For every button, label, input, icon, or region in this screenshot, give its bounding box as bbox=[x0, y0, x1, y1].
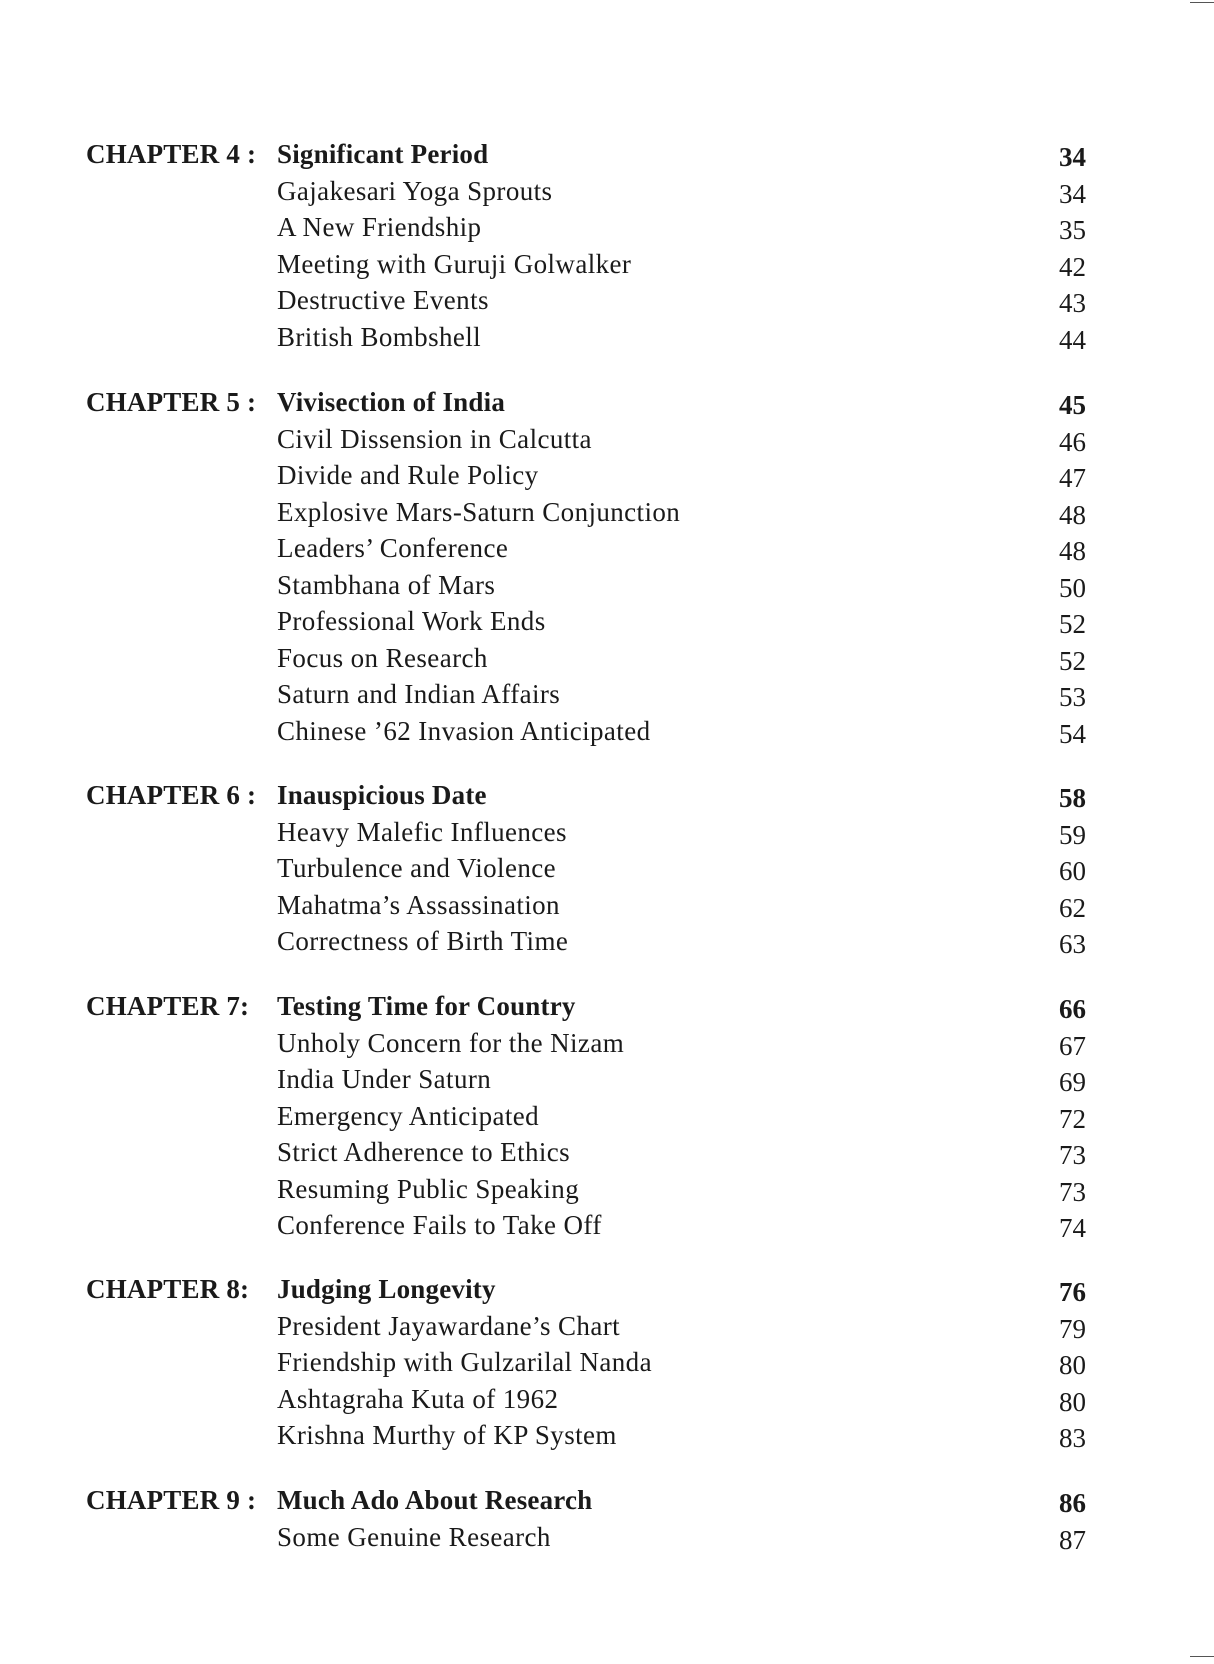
toc-entry-row bbox=[0, 283, 1214, 317]
toc-entry-title: British Bombshell bbox=[277, 321, 482, 352]
toc-entry-title: Mahatma’s Assassination bbox=[277, 889, 560, 920]
toc-entry-title: Conference Fails to Take Off bbox=[277, 1210, 602, 1240]
toc-entry-title: Stambhana of Mars bbox=[277, 569, 496, 600]
chapter-label: CHAPTER 6 : bbox=[86, 780, 257, 810]
toc-entry-page-number: 44 bbox=[1059, 324, 1086, 355]
toc-entry-title: Emergency Anticipated bbox=[277, 1100, 540, 1131]
toc-entry-title: Ashtagraha Kuta of 1962 bbox=[277, 1383, 559, 1414]
page-edge-mark-top bbox=[1190, 2, 1214, 3]
page-edge-mark-bottom bbox=[1190, 1656, 1214, 1657]
toc-entry-page-number: 69 bbox=[1059, 1067, 1086, 1097]
chapter-page-number: 86 bbox=[1059, 1488, 1086, 1518]
toc-entry-row bbox=[0, 1062, 1214, 1096]
toc-entry-title: Strict Adherence to Ethics bbox=[277, 1137, 571, 1167]
toc-entry-row bbox=[0, 1418, 1214, 1452]
toc-entry-row bbox=[0, 714, 1214, 748]
toc-entry-title: Unholy Concern for the Nizam bbox=[277, 1027, 625, 1058]
toc-entry-row bbox=[0, 568, 1214, 602]
toc-entry-page-number: 72 bbox=[1059, 1103, 1086, 1134]
chapter-page-number: 76 bbox=[1059, 1277, 1086, 1307]
toc-entry-page-number: 83 bbox=[1059, 1423, 1086, 1453]
toc-entry-row bbox=[0, 851, 1214, 885]
chapter-title: Significant Period bbox=[277, 139, 489, 169]
toc-entry-title: Krishna Murthy of KP System bbox=[277, 1420, 617, 1450]
chapter-title: Vivisection of India bbox=[277, 387, 506, 417]
toc-entry-page-number: 73 bbox=[1059, 1176, 1086, 1207]
toc-entry-row bbox=[0, 1309, 1214, 1343]
chapter-heading-row bbox=[0, 1272, 1214, 1306]
toc-entry-page-number: 80 bbox=[1059, 1350, 1086, 1380]
toc-entry-title: Resuming Public Speaking bbox=[277, 1173, 580, 1204]
toc-entry-title: Civil Dissension in Calcutta bbox=[277, 423, 592, 454]
chapter-heading-row bbox=[0, 137, 1214, 171]
toc-entry-page-number: 48 bbox=[1059, 536, 1086, 566]
toc-entry-page-number: 73 bbox=[1059, 1140, 1086, 1170]
toc-entry-title: Saturn and Indian Affairs bbox=[277, 679, 561, 709]
toc-entry-title: India Under Saturn bbox=[277, 1064, 492, 1094]
toc-entry-row bbox=[0, 495, 1214, 529]
chapter-page-number: 34 bbox=[1059, 142, 1086, 172]
toc-entry-row bbox=[0, 677, 1214, 711]
toc-entry-row bbox=[0, 1172, 1214, 1206]
toc-entry-row bbox=[0, 1026, 1214, 1060]
chapter-label: CHAPTER 5 : bbox=[86, 387, 257, 417]
toc-entry-page-number: 60 bbox=[1059, 856, 1086, 886]
chapter-label: CHAPTER 4 : bbox=[86, 139, 257, 169]
toc-entry-page-number: 52 bbox=[1059, 645, 1086, 676]
toc-entry-row bbox=[0, 1208, 1214, 1242]
toc-entry-row bbox=[0, 1099, 1214, 1133]
chapter-heading-row bbox=[0, 989, 1214, 1023]
toc-entry-title: Chinese ’62 Invasion Anticipated bbox=[277, 715, 651, 746]
toc-entry-row bbox=[0, 1345, 1214, 1379]
toc-entry-title: Destructive Events bbox=[277, 285, 489, 315]
toc-entry-row bbox=[0, 1382, 1214, 1416]
toc-entry-row bbox=[0, 320, 1214, 354]
chapter-heading-row bbox=[0, 1483, 1214, 1517]
toc-entry-page-number: 50 bbox=[1059, 572, 1086, 603]
toc-entry-page-number: 53 bbox=[1059, 682, 1086, 712]
toc-entry-row bbox=[0, 458, 1214, 492]
toc-entry-page-number: 47 bbox=[1059, 463, 1086, 493]
toc-entry-title: Turbulence and Violence bbox=[277, 853, 557, 883]
toc-entry-row bbox=[0, 604, 1214, 638]
toc-entry-title: President Jayawardane’s Chart bbox=[277, 1310, 620, 1341]
toc-entry-page-number: 46 bbox=[1059, 426, 1086, 457]
chapter-page-number: 58 bbox=[1059, 783, 1086, 813]
chapter-label: CHAPTER 9 : bbox=[86, 1485, 257, 1515]
toc-entry-page-number: 42 bbox=[1059, 251, 1086, 282]
toc-entry-row bbox=[0, 174, 1214, 208]
chapter-heading-row bbox=[0, 385, 1214, 419]
toc-entry-title: Some Genuine Research bbox=[277, 1521, 551, 1552]
toc-entry-page-number: 74 bbox=[1059, 1213, 1086, 1243]
toc-entry-page-number: 87 bbox=[1059, 1524, 1086, 1555]
toc-entry-page-number: 35 bbox=[1059, 215, 1086, 245]
toc-entry-row bbox=[0, 1135, 1214, 1169]
toc-entry-row bbox=[0, 422, 1214, 456]
toc-entry-row bbox=[0, 641, 1214, 675]
toc-entry-row bbox=[0, 924, 1214, 958]
toc-entry-page-number: 48 bbox=[1059, 499, 1086, 530]
chapter-heading-row bbox=[0, 778, 1214, 812]
toc-entry-row bbox=[0, 888, 1214, 922]
toc-entry-row bbox=[0, 1520, 1214, 1554]
toc-entry-page-number: 34 bbox=[1059, 178, 1086, 209]
chapter-title: Much Ado About Research bbox=[277, 1485, 593, 1515]
toc-entry-title: Focus on Research bbox=[277, 642, 488, 673]
chapter-page-number: 45 bbox=[1059, 390, 1086, 420]
toc-entry-row bbox=[0, 815, 1214, 849]
toc-entry-row bbox=[0, 247, 1214, 281]
toc-entry-title: Gajakesari Yoga Sprouts bbox=[277, 175, 553, 206]
toc-entry-row bbox=[0, 531, 1214, 565]
chapter-page-number: 66 bbox=[1059, 994, 1086, 1024]
toc-entry-page-number: 80 bbox=[1059, 1386, 1086, 1417]
chapter-label: CHAPTER 8: bbox=[86, 1274, 250, 1304]
toc-entry-page-number: 59 bbox=[1059, 819, 1086, 850]
toc-entry-page-number: 43 bbox=[1059, 288, 1086, 318]
chapter-title: Testing Time for Country bbox=[277, 991, 576, 1021]
toc-entry-title: Friendship with Gulzarilal Nanda bbox=[277, 1347, 652, 1377]
toc-entry-title: Leaders’ Conference bbox=[277, 533, 509, 563]
chapter-label: CHAPTER 7: bbox=[86, 991, 250, 1021]
toc-entry-title: Professional Work Ends bbox=[277, 606, 546, 636]
toc-entry-row bbox=[0, 210, 1214, 244]
chapter-title: Inauspicious Date bbox=[277, 780, 487, 810]
toc-entry-title: Heavy Malefic Influences bbox=[277, 816, 567, 847]
toc-entry-title: Explosive Mars-Saturn Conjunction bbox=[277, 496, 681, 527]
toc-entry-page-number: 52 bbox=[1059, 609, 1086, 639]
toc-entry-page-number: 67 bbox=[1059, 1030, 1086, 1061]
toc-entry-title: A New Friendship bbox=[277, 212, 482, 242]
chapter-title: Judging Longevity bbox=[277, 1274, 496, 1304]
toc-entry-page-number: 79 bbox=[1059, 1313, 1086, 1344]
toc-entry-title: Divide and Rule Policy bbox=[277, 460, 539, 490]
toc-entry-page-number: 62 bbox=[1059, 892, 1086, 923]
toc-entry-page-number: 63 bbox=[1059, 929, 1086, 959]
toc-entry-title: Meeting with Guruji Golwalker bbox=[277, 248, 632, 279]
toc-entry-title: Correctness of Birth Time bbox=[277, 926, 569, 956]
toc-entry-page-number: 54 bbox=[1059, 718, 1086, 749]
